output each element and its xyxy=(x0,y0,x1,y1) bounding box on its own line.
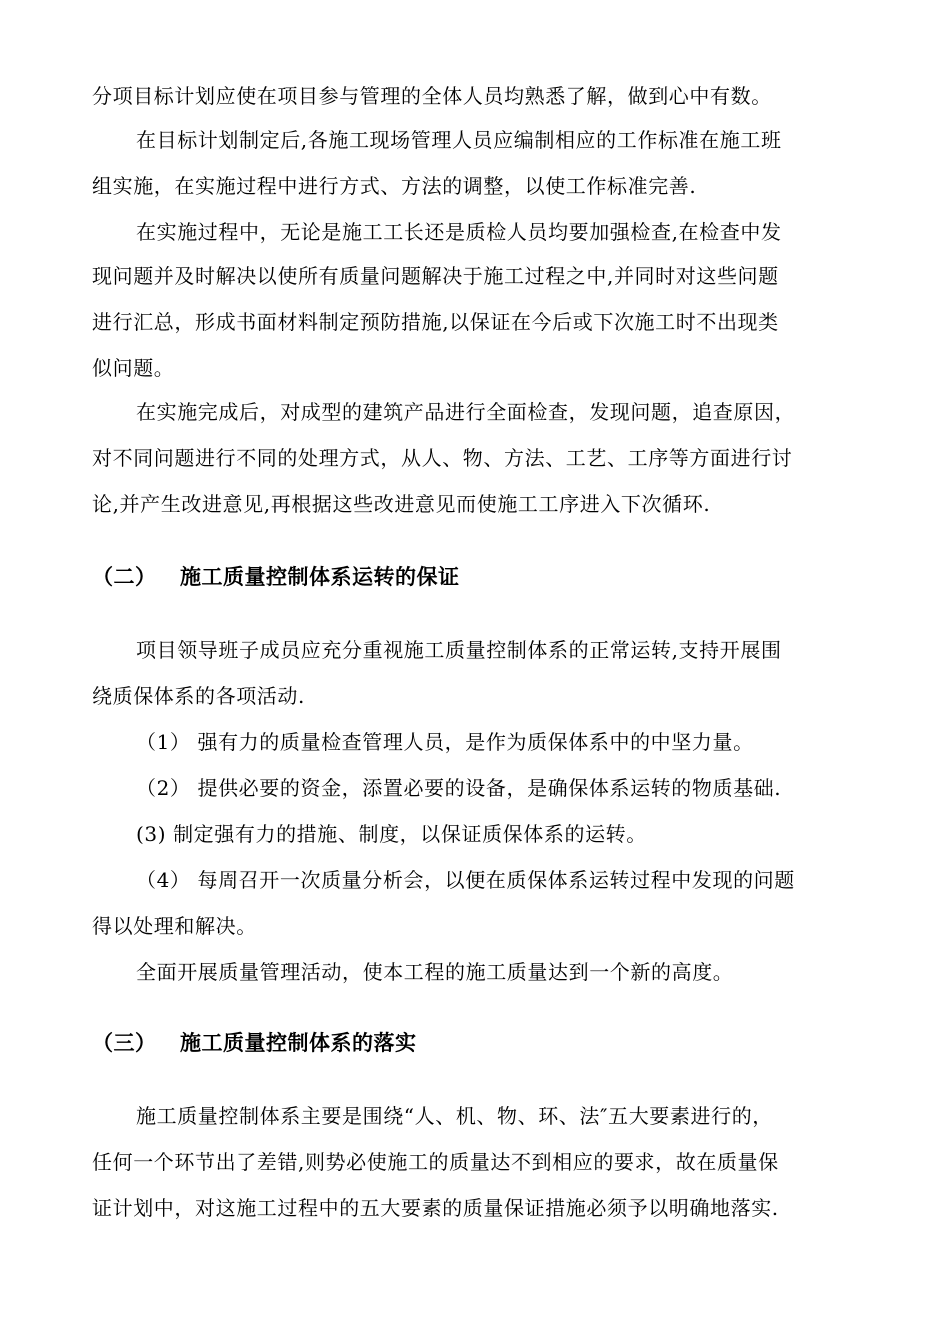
section-heading xyxy=(92,562,460,592)
paragraph-line: 项目领导班子成员应充分重视施工质量控制体系的正常运转,支持开展围 xyxy=(136,638,782,662)
paragraph-line: 施工质量控制体系主要是围绕“人、机、物、环、法″五大要素进行的， xyxy=(136,1104,773,1128)
paragraph-line: 证计划中，对这施工过程中的五大要素的质量保证措施必须予以明确地落实. xyxy=(92,1196,779,1220)
paragraph-line: 全面开展质量管理活动，使本工程的施工质量达到一个新的高度。 xyxy=(136,960,734,984)
paragraph-line: 组实施，在实施过程中进行方式、方法的调整，以使工作标准完善. xyxy=(92,174,697,198)
section-heading xyxy=(92,1028,417,1058)
paragraph-line: 在实施过程中，无论是施工工长还是质检人员均要加强检查,在检查中发 xyxy=(136,220,782,244)
paragraph-line: 得以处理和解决。 xyxy=(92,914,257,938)
paragraph-line: 进行汇总，形成书面材料制定预防措施,以保证在今后或下次施工时不出现类 xyxy=(92,310,779,334)
section-number: （二） xyxy=(92,565,157,589)
paragraph-line: 分项目标计划应使在项目参与管理的全体人员均熟悉了解，做到心中有数。 xyxy=(92,84,772,108)
paragraph-line: 在实施完成后，对成型的建筑产品进行全面检查，发现问题，追查原因， xyxy=(136,400,796,424)
list-item: （1） 强有力的质量检查管理人员，是作为质保体系中的中坚力量。 xyxy=(136,730,754,754)
paragraph-line: 绕质保体系的各项活动. xyxy=(92,684,305,708)
section-number: （三） xyxy=(92,1031,157,1055)
paragraph-line: 对不同问题进行不同的处理方式，从人、物、方法、工艺、工序等方面进行讨 xyxy=(92,446,793,470)
paragraph-line: 在目标计划制定后,各施工现场管理人员应编制相应的工作标准在施工班 xyxy=(136,128,782,152)
paragraph-line: 现问题并及时解决以使所有质量问题解决于施工过程之中,并同时对这些问题 xyxy=(92,264,779,288)
list-item: (3) 制定强有力的措施、制度，以保证质保体系的运转。 xyxy=(136,822,647,846)
list-item: （4） 每周召开一次质量分析会，以便在质保体系运转过程中发现的问题 xyxy=(136,868,795,892)
list-item: （2） 提供必要的资金，添置必要的设备，是确保体系运转的物质基础. xyxy=(136,776,782,800)
paragraph-line: 似问题。 xyxy=(92,356,175,380)
paragraph-line: 任何一个环节出了差错,则势必使施工的质量达不到相应的要求，故在质量保 xyxy=(92,1150,779,1174)
section-title: 施工质量控制体系运转的保证 xyxy=(180,565,460,589)
section-title: 施工质量控制体系的落实 xyxy=(180,1031,417,1055)
paragraph-line: 论,并产生改进意见,再根据这些改进意见而使施工工序进入下次循环. xyxy=(92,492,711,516)
